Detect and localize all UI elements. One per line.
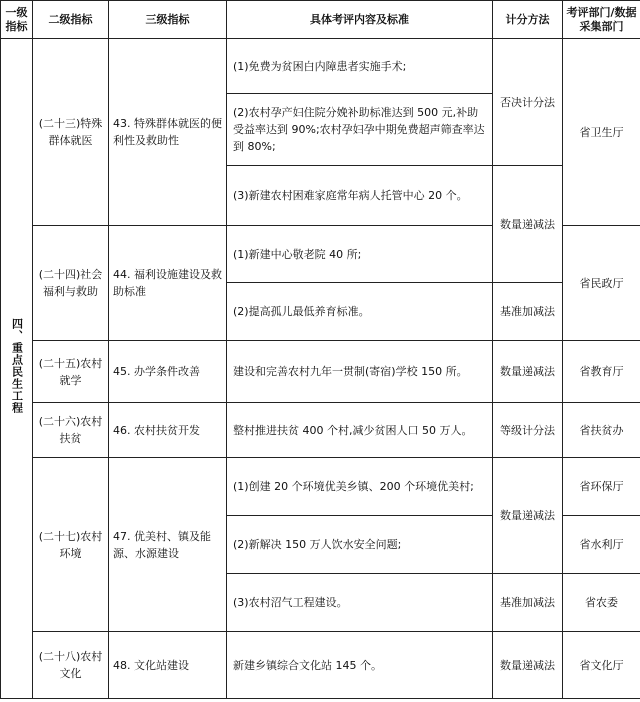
method-cell: 数量递减法 — [493, 341, 563, 403]
method-cell: 数量递减法 — [493, 458, 563, 574]
content-cell: (1)新建中心敬老院 40 所; — [227, 226, 493, 283]
content-cell: (1)创建 20 个环境优美乡镇、200 个环境优美村; — [227, 458, 493, 516]
dept-cell: 省水利厅 — [563, 516, 640, 574]
content-cell: (2)新解决 150 万人饮水安全问题; — [227, 516, 493, 574]
content-cell: (2)农村孕产妇住院分娩补助标准达到 500 元,补助受益率达到 90%;农村孕妇孕中期免费超声筛查率达到 80%; — [227, 94, 493, 166]
level3-cell: 44. 福利设施建设及救助标准 — [109, 226, 227, 341]
level3-cell: 48. 文化站建设 — [109, 632, 227, 699]
method-cell: 否决计分法 — [493, 39, 563, 166]
dept-cell: 省环保厅 — [563, 458, 640, 516]
header-dept: 考评部门/数据采集部门 — [563, 1, 640, 39]
level2-cell: (二十三)特殊群体就医 — [33, 39, 109, 226]
table-row — [1, 632, 640, 699]
level2-cell: (二十五)农村就学 — [33, 341, 109, 403]
dept-cell: 省卫生厅 — [563, 39, 640, 226]
header-method: 计分方法 — [493, 1, 563, 39]
method-cell: 数量递减法 — [493, 632, 563, 699]
dept-cell: 省扶贫办 — [563, 403, 640, 458]
level3-cell: 46. 农村扶贫开发 — [109, 403, 227, 458]
dept-cell: 省文化厅 — [563, 632, 640, 699]
content-cell: 建设和完善农村九年一贯制(寄宿)学校 150 所。 — [227, 341, 493, 403]
method-cell: 基准加减法 — [493, 283, 563, 341]
dept-cell: 省农委 — [563, 574, 640, 632]
content-cell: (3)农村沼气工程建设。 — [227, 574, 493, 632]
content-cell: (1)免费为贫困白内障患者实施手术; — [227, 39, 493, 94]
content-cell: 整村推进扶贫 400 个村,减少贫困人口 50 万人。 — [227, 403, 493, 458]
table-row — [1, 403, 640, 458]
content-cell: (2)提高孤儿最低养育标准。 — [227, 283, 493, 341]
method-cell: 数量递减法 — [493, 166, 563, 283]
level1-cell — [1, 39, 33, 699]
content-cell: 新建乡镇综合文化站 145 个。 — [227, 632, 493, 699]
level2-cell: (二十七)农村环境 — [33, 458, 109, 632]
level3-cell: 43. 特殊群体就医的便利性及救助性 — [109, 39, 227, 226]
table-row — [1, 39, 640, 94]
method-cell: 基准加减法 — [493, 574, 563, 632]
dept-cell: 省民政厅 — [563, 226, 640, 341]
level3-cell: 47. 优美村、镇及能源、水源建设 — [109, 458, 227, 632]
table-row — [1, 458, 640, 516]
level2-cell: (二十四)社会福利与救助 — [33, 226, 109, 341]
header-level3: 三级指标 — [109, 1, 227, 39]
header-content: 具体考评内容及标准 — [227, 1, 493, 39]
level3-cell: 45. 办学条件改善 — [109, 341, 227, 403]
level1-text: 四、重点民生工程 — [10, 318, 24, 414]
method-cell: 等级计分法 — [493, 403, 563, 458]
content-cell: (3)新建农村困难家庭常年病人托管中心 20 个。 — [227, 166, 493, 226]
header-row — [1, 1, 640, 39]
header-level2: 二级指标 — [33, 1, 109, 39]
header-level1: 一级指标 — [1, 1, 33, 39]
table-row — [1, 341, 640, 403]
level2-cell: (二十八)农村文化 — [33, 632, 109, 699]
dept-cell: 省教育厅 — [563, 341, 640, 403]
level2-cell: (二十六)农村扶贫 — [33, 403, 109, 458]
